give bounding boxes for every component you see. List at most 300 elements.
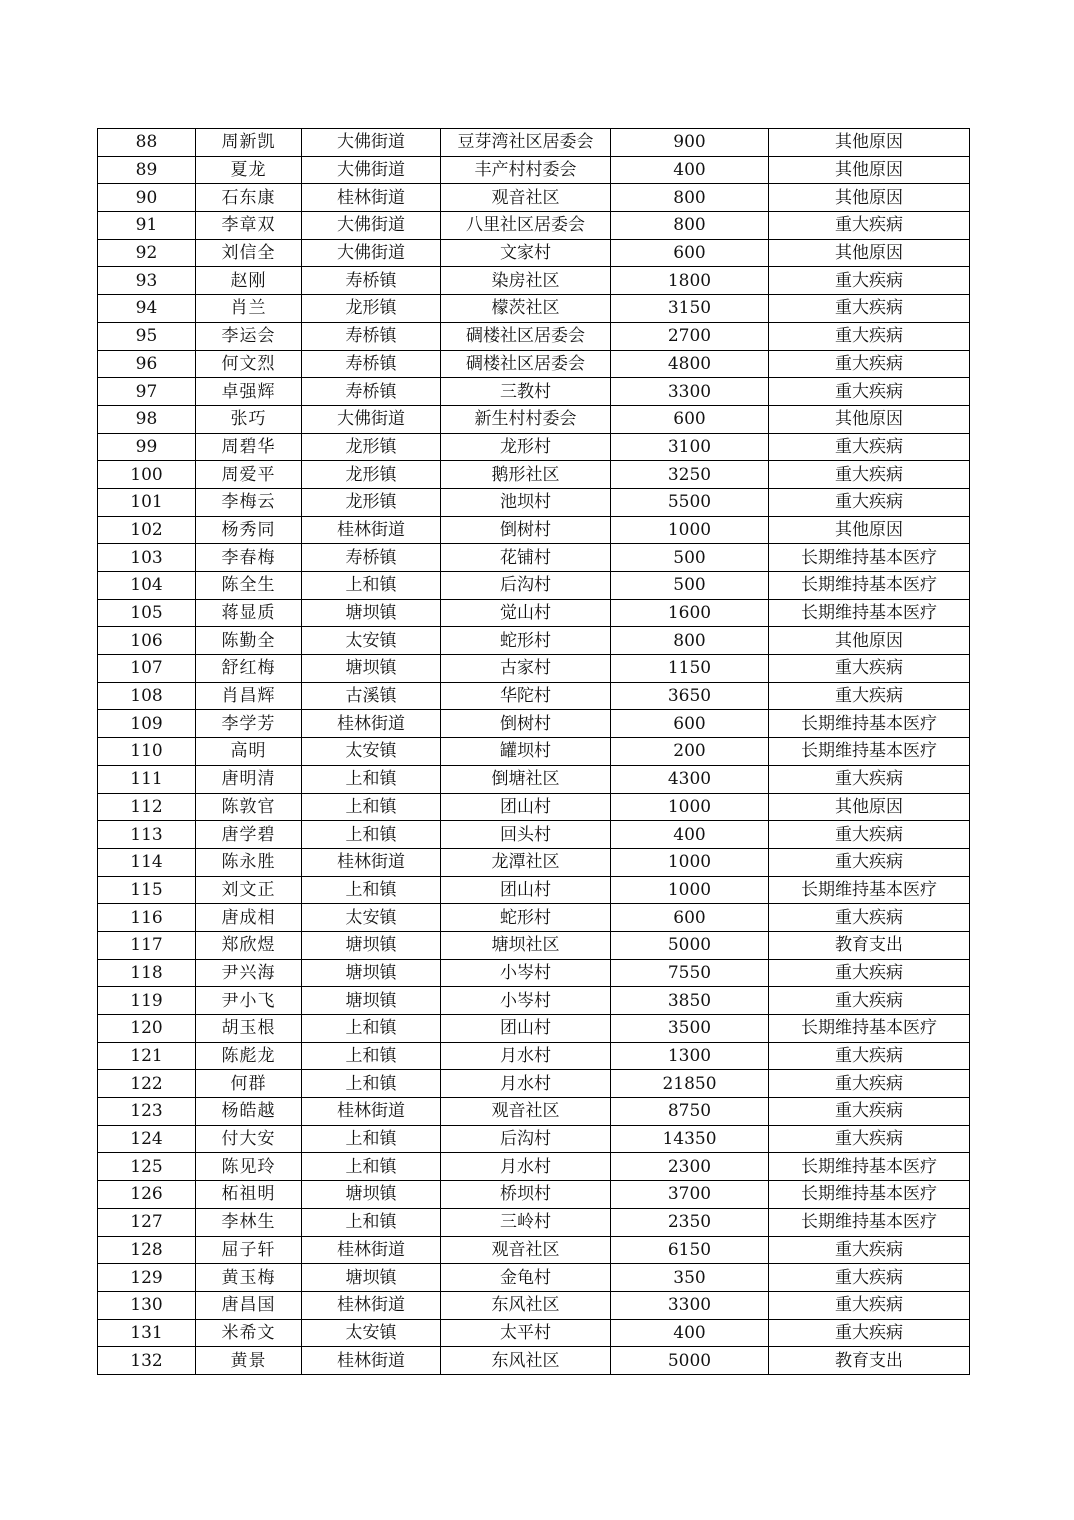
table-row bbox=[98, 876, 970, 904]
cell-reason: 重大疾病 bbox=[769, 488, 970, 516]
cell-no: 125 bbox=[98, 1153, 196, 1181]
cell-reason: 其他原因 bbox=[769, 129, 970, 157]
cell-amount: 3700 bbox=[611, 1181, 769, 1209]
cell-community: 倒树村 bbox=[441, 710, 611, 738]
cell-street: 龙形镇 bbox=[302, 488, 441, 516]
cell-reason: 长期维持基本医疗 bbox=[769, 710, 970, 738]
cell-street: 古溪镇 bbox=[302, 682, 441, 710]
cell-street: 寿桥镇 bbox=[302, 378, 441, 406]
cell-name: 周新凯 bbox=[196, 129, 302, 157]
cell-amount: 1000 bbox=[611, 848, 769, 876]
table-row bbox=[98, 987, 970, 1015]
cell-name: 陈勤全 bbox=[196, 627, 302, 655]
cell-community: 八里社区居委会 bbox=[441, 212, 611, 240]
cell-no: 109 bbox=[98, 710, 196, 738]
cell-name: 郑欣煜 bbox=[196, 931, 302, 959]
cell-name: 陈见玲 bbox=[196, 1153, 302, 1181]
assistance-table bbox=[97, 128, 970, 1375]
table-row bbox=[98, 239, 970, 267]
table-row bbox=[98, 738, 970, 766]
cell-community: 龙形村 bbox=[441, 433, 611, 461]
cell-name: 黄景 bbox=[196, 1347, 302, 1375]
cell-street: 寿桥镇 bbox=[302, 544, 441, 572]
table-row bbox=[98, 156, 970, 184]
cell-street: 上和镇 bbox=[302, 1042, 441, 1070]
cell-reason: 重大疾病 bbox=[769, 1070, 970, 1098]
table-row bbox=[98, 655, 970, 683]
table-row bbox=[98, 267, 970, 295]
cell-reason: 长期维持基本医疗 bbox=[769, 1015, 970, 1043]
cell-street: 塘坝镇 bbox=[302, 655, 441, 683]
cell-no: 115 bbox=[98, 876, 196, 904]
cell-street: 桂林街道 bbox=[302, 848, 441, 876]
cell-reason: 重大疾病 bbox=[769, 765, 970, 793]
cell-name: 尹小飞 bbox=[196, 987, 302, 1015]
cell-name: 夏龙 bbox=[196, 156, 302, 184]
cell-no: 99 bbox=[98, 433, 196, 461]
cell-reason: 其他原因 bbox=[769, 156, 970, 184]
cell-reason: 重大疾病 bbox=[769, 322, 970, 350]
cell-name: 陈全生 bbox=[196, 572, 302, 600]
cell-street: 寿桥镇 bbox=[302, 350, 441, 378]
cell-no: 96 bbox=[98, 350, 196, 378]
cell-name: 陈永胜 bbox=[196, 848, 302, 876]
cell-community: 月水村 bbox=[441, 1042, 611, 1070]
cell-community: 花铺村 bbox=[441, 544, 611, 572]
cell-street: 塘坝镇 bbox=[302, 1181, 441, 1209]
cell-community: 桥坝村 bbox=[441, 1181, 611, 1209]
cell-name: 石东康 bbox=[196, 184, 302, 212]
cell-amount: 5000 bbox=[611, 1347, 769, 1375]
cell-street: 大佛街道 bbox=[302, 405, 441, 433]
cell-no: 110 bbox=[98, 738, 196, 766]
table-row bbox=[98, 599, 970, 627]
table-row bbox=[98, 627, 970, 655]
cell-name: 陈彪龙 bbox=[196, 1042, 302, 1070]
cell-street: 桂林街道 bbox=[302, 184, 441, 212]
table-row bbox=[98, 931, 970, 959]
cell-no: 88 bbox=[98, 129, 196, 157]
cell-no: 118 bbox=[98, 959, 196, 987]
cell-street: 上和镇 bbox=[302, 821, 441, 849]
cell-no: 107 bbox=[98, 655, 196, 683]
cell-amount: 1150 bbox=[611, 655, 769, 683]
cell-no: 116 bbox=[98, 904, 196, 932]
cell-street: 塘坝镇 bbox=[302, 599, 441, 627]
cell-community: 华陀村 bbox=[441, 682, 611, 710]
cell-street: 上和镇 bbox=[302, 1208, 441, 1236]
cell-name: 李林生 bbox=[196, 1208, 302, 1236]
cell-reason: 重大疾病 bbox=[769, 987, 970, 1015]
cell-street: 桂林街道 bbox=[302, 1347, 441, 1375]
cell-name: 柘祖明 bbox=[196, 1181, 302, 1209]
cell-no: 119 bbox=[98, 987, 196, 1015]
table-row bbox=[98, 212, 970, 240]
cell-name: 屈子轩 bbox=[196, 1236, 302, 1264]
cell-amount: 3250 bbox=[611, 461, 769, 489]
cell-no: 114 bbox=[98, 848, 196, 876]
cell-street: 太安镇 bbox=[302, 1319, 441, 1347]
table-row bbox=[98, 572, 970, 600]
cell-street: 塘坝镇 bbox=[302, 931, 441, 959]
cell-street: 上和镇 bbox=[302, 765, 441, 793]
cell-name: 卓强辉 bbox=[196, 378, 302, 406]
cell-amount: 3500 bbox=[611, 1015, 769, 1043]
cell-amount: 400 bbox=[611, 821, 769, 849]
cell-no: 100 bbox=[98, 461, 196, 489]
table-row bbox=[98, 821, 970, 849]
cell-reason: 其他原因 bbox=[769, 516, 970, 544]
cell-reason: 其他原因 bbox=[769, 405, 970, 433]
cell-reason: 重大疾病 bbox=[769, 461, 970, 489]
cell-no: 108 bbox=[98, 682, 196, 710]
cell-street: 太安镇 bbox=[302, 738, 441, 766]
cell-amount: 800 bbox=[611, 184, 769, 212]
cell-street: 龙形镇 bbox=[302, 295, 441, 323]
cell-name: 舒红梅 bbox=[196, 655, 302, 683]
cell-name: 赵刚 bbox=[196, 267, 302, 295]
cell-community: 后沟村 bbox=[441, 1125, 611, 1153]
cell-reason: 长期维持基本医疗 bbox=[769, 738, 970, 766]
cell-amount: 600 bbox=[611, 239, 769, 267]
table-body bbox=[98, 129, 970, 1375]
table-row bbox=[98, 710, 970, 738]
cell-community: 月水村 bbox=[441, 1153, 611, 1181]
cell-street: 龙形镇 bbox=[302, 433, 441, 461]
cell-community: 东风社区 bbox=[441, 1347, 611, 1375]
cell-name: 高明 bbox=[196, 738, 302, 766]
cell-name: 陈敦官 bbox=[196, 793, 302, 821]
cell-community: 小岑村 bbox=[441, 959, 611, 987]
cell-community: 月水村 bbox=[441, 1070, 611, 1098]
cell-reason: 教育支出 bbox=[769, 931, 970, 959]
cell-reason: 重大疾病 bbox=[769, 1291, 970, 1319]
cell-no: 132 bbox=[98, 1347, 196, 1375]
cell-community: 团山村 bbox=[441, 793, 611, 821]
cell-amount: 8750 bbox=[611, 1098, 769, 1126]
cell-no: 122 bbox=[98, 1070, 196, 1098]
cell-name: 唐昌国 bbox=[196, 1291, 302, 1319]
cell-name: 肖兰 bbox=[196, 295, 302, 323]
cell-reason: 长期维持基本医疗 bbox=[769, 572, 970, 600]
cell-community: 新生村村委会 bbox=[441, 405, 611, 433]
cell-amount: 3100 bbox=[611, 433, 769, 461]
cell-no: 98 bbox=[98, 405, 196, 433]
cell-community: 三教村 bbox=[441, 378, 611, 406]
cell-reason: 长期维持基本医疗 bbox=[769, 876, 970, 904]
cell-community: 文家村 bbox=[441, 239, 611, 267]
cell-name: 李章双 bbox=[196, 212, 302, 240]
cell-community: 古家村 bbox=[441, 655, 611, 683]
cell-amount: 2700 bbox=[611, 322, 769, 350]
cell-community: 碉楼社区居委会 bbox=[441, 322, 611, 350]
cell-street: 上和镇 bbox=[302, 1015, 441, 1043]
cell-street: 上和镇 bbox=[302, 876, 441, 904]
cell-street: 寿桥镇 bbox=[302, 267, 441, 295]
cell-community: 豆芽湾社区居委会 bbox=[441, 129, 611, 157]
cell-street: 上和镇 bbox=[302, 1070, 441, 1098]
cell-name: 尹兴海 bbox=[196, 959, 302, 987]
cell-amount: 350 bbox=[611, 1264, 769, 1292]
table-row bbox=[98, 1153, 970, 1181]
cell-name: 付大安 bbox=[196, 1125, 302, 1153]
cell-community: 倒塘社区 bbox=[441, 765, 611, 793]
cell-name: 刘信全 bbox=[196, 239, 302, 267]
cell-no: 92 bbox=[98, 239, 196, 267]
cell-street: 太安镇 bbox=[302, 904, 441, 932]
cell-no: 91 bbox=[98, 212, 196, 240]
cell-no: 120 bbox=[98, 1015, 196, 1043]
cell-name: 周爱平 bbox=[196, 461, 302, 489]
cell-amount: 500 bbox=[611, 544, 769, 572]
table-row bbox=[98, 1236, 970, 1264]
cell-name: 肖昌辉 bbox=[196, 682, 302, 710]
cell-amount: 800 bbox=[611, 212, 769, 240]
table-row bbox=[98, 765, 970, 793]
cell-no: 94 bbox=[98, 295, 196, 323]
cell-community: 蛇形村 bbox=[441, 627, 611, 655]
cell-reason: 其他原因 bbox=[769, 239, 970, 267]
table-row bbox=[98, 516, 970, 544]
table-row bbox=[98, 1098, 970, 1126]
cell-no: 129 bbox=[98, 1264, 196, 1292]
cell-amount: 1300 bbox=[611, 1042, 769, 1070]
cell-street: 桂林街道 bbox=[302, 1291, 441, 1319]
cell-reason: 重大疾病 bbox=[769, 848, 970, 876]
cell-amount: 1800 bbox=[611, 267, 769, 295]
cell-community: 檬茨社区 bbox=[441, 295, 611, 323]
cell-amount: 2300 bbox=[611, 1153, 769, 1181]
cell-no: 104 bbox=[98, 572, 196, 600]
cell-community: 鹅形社区 bbox=[441, 461, 611, 489]
cell-street: 大佛街道 bbox=[302, 239, 441, 267]
cell-community: 碉楼社区居委会 bbox=[441, 350, 611, 378]
cell-name: 李运会 bbox=[196, 322, 302, 350]
cell-no: 131 bbox=[98, 1319, 196, 1347]
cell-name: 周碧华 bbox=[196, 433, 302, 461]
cell-street: 桂林街道 bbox=[302, 516, 441, 544]
cell-amount: 21850 bbox=[611, 1070, 769, 1098]
table-row bbox=[98, 904, 970, 932]
cell-street: 上和镇 bbox=[302, 793, 441, 821]
cell-reason: 长期维持基本医疗 bbox=[769, 544, 970, 572]
cell-community: 染房社区 bbox=[441, 267, 611, 295]
cell-community: 罐坝村 bbox=[441, 738, 611, 766]
cell-amount: 600 bbox=[611, 710, 769, 738]
cell-reason: 长期维持基本医疗 bbox=[769, 1208, 970, 1236]
cell-street: 塘坝镇 bbox=[302, 959, 441, 987]
cell-no: 102 bbox=[98, 516, 196, 544]
cell-amount: 1000 bbox=[611, 516, 769, 544]
cell-name: 何群 bbox=[196, 1070, 302, 1098]
cell-amount: 5500 bbox=[611, 488, 769, 516]
cell-community: 太平村 bbox=[441, 1319, 611, 1347]
cell-no: 126 bbox=[98, 1181, 196, 1209]
cell-street: 大佛街道 bbox=[302, 156, 441, 184]
cell-amount: 5000 bbox=[611, 931, 769, 959]
cell-amount: 1000 bbox=[611, 876, 769, 904]
cell-reason: 重大疾病 bbox=[769, 1319, 970, 1347]
table-row bbox=[98, 848, 970, 876]
table-row bbox=[98, 1070, 970, 1098]
cell-reason: 重大疾病 bbox=[769, 655, 970, 683]
cell-community: 回头村 bbox=[441, 821, 611, 849]
table-row bbox=[98, 322, 970, 350]
cell-reason: 重大疾病 bbox=[769, 1042, 970, 1070]
cell-no: 95 bbox=[98, 322, 196, 350]
cell-amount: 600 bbox=[611, 904, 769, 932]
cell-reason: 其他原因 bbox=[769, 793, 970, 821]
cell-no: 112 bbox=[98, 793, 196, 821]
cell-amount: 2350 bbox=[611, 1208, 769, 1236]
cell-no: 103 bbox=[98, 544, 196, 572]
cell-no: 121 bbox=[98, 1042, 196, 1070]
cell-reason: 重大疾病 bbox=[769, 433, 970, 461]
cell-street: 寿桥镇 bbox=[302, 322, 441, 350]
cell-no: 90 bbox=[98, 184, 196, 212]
cell-reason: 重大疾病 bbox=[769, 267, 970, 295]
table-row bbox=[98, 461, 970, 489]
table-row bbox=[98, 1042, 970, 1070]
cell-community: 三岭村 bbox=[441, 1208, 611, 1236]
cell-community: 觉山村 bbox=[441, 599, 611, 627]
cell-community: 金龟村 bbox=[441, 1264, 611, 1292]
table-row bbox=[98, 1291, 970, 1319]
cell-amount: 4800 bbox=[611, 350, 769, 378]
cell-community: 丰产村村委会 bbox=[441, 156, 611, 184]
cell-amount: 7550 bbox=[611, 959, 769, 987]
cell-name: 胡玉根 bbox=[196, 1015, 302, 1043]
cell-street: 龙形镇 bbox=[302, 461, 441, 489]
cell-no: 117 bbox=[98, 931, 196, 959]
cell-community: 小岑村 bbox=[441, 987, 611, 1015]
cell-street: 塘坝镇 bbox=[302, 1264, 441, 1292]
cell-name: 李春梅 bbox=[196, 544, 302, 572]
table-row bbox=[98, 1208, 970, 1236]
cell-name: 李学芳 bbox=[196, 710, 302, 738]
cell-amount: 200 bbox=[611, 738, 769, 766]
cell-community: 观音社区 bbox=[441, 1236, 611, 1264]
cell-reason: 重大疾病 bbox=[769, 959, 970, 987]
cell-reason: 其他原因 bbox=[769, 627, 970, 655]
cell-street: 桂林街道 bbox=[302, 1236, 441, 1264]
cell-reason: 重大疾病 bbox=[769, 1264, 970, 1292]
cell-reason: 重大疾病 bbox=[769, 350, 970, 378]
cell-no: 123 bbox=[98, 1098, 196, 1126]
cell-no: 111 bbox=[98, 765, 196, 793]
cell-name: 唐学碧 bbox=[196, 821, 302, 849]
cell-name: 何文烈 bbox=[196, 350, 302, 378]
cell-community: 倒树村 bbox=[441, 516, 611, 544]
table-row bbox=[98, 1125, 970, 1153]
cell-name: 张巧 bbox=[196, 405, 302, 433]
cell-community: 东风社区 bbox=[441, 1291, 611, 1319]
cell-name: 杨皓越 bbox=[196, 1098, 302, 1126]
cell-street: 桂林街道 bbox=[302, 710, 441, 738]
cell-name: 杨秀同 bbox=[196, 516, 302, 544]
table-row bbox=[98, 1264, 970, 1292]
cell-amount: 6150 bbox=[611, 1236, 769, 1264]
cell-amount: 500 bbox=[611, 572, 769, 600]
table-row bbox=[98, 1347, 970, 1375]
cell-no: 97 bbox=[98, 378, 196, 406]
cell-reason: 教育支出 bbox=[769, 1347, 970, 1375]
cell-amount: 400 bbox=[611, 156, 769, 184]
cell-community: 观音社区 bbox=[441, 184, 611, 212]
cell-no: 130 bbox=[98, 1291, 196, 1319]
table-row bbox=[98, 405, 970, 433]
cell-name: 唐成相 bbox=[196, 904, 302, 932]
table-row bbox=[98, 1181, 970, 1209]
cell-amount: 3300 bbox=[611, 1291, 769, 1319]
cell-name: 蒋显质 bbox=[196, 599, 302, 627]
table-row bbox=[98, 793, 970, 821]
cell-community: 后沟村 bbox=[441, 572, 611, 600]
table-row bbox=[98, 959, 970, 987]
cell-street: 上和镇 bbox=[302, 1125, 441, 1153]
cell-amount: 14350 bbox=[611, 1125, 769, 1153]
cell-name: 唐明清 bbox=[196, 765, 302, 793]
cell-community: 蛇形村 bbox=[441, 904, 611, 932]
cell-no: 106 bbox=[98, 627, 196, 655]
cell-no: 127 bbox=[98, 1208, 196, 1236]
cell-street: 上和镇 bbox=[302, 572, 441, 600]
table-row bbox=[98, 1015, 970, 1043]
cell-reason: 重大疾病 bbox=[769, 821, 970, 849]
cell-amount: 800 bbox=[611, 627, 769, 655]
table-row bbox=[98, 378, 970, 406]
cell-name: 刘文正 bbox=[196, 876, 302, 904]
table-row bbox=[98, 129, 970, 157]
cell-amount: 900 bbox=[611, 129, 769, 157]
cell-amount: 600 bbox=[611, 405, 769, 433]
cell-reason: 重大疾病 bbox=[769, 212, 970, 240]
table-row bbox=[98, 184, 970, 212]
cell-amount: 3150 bbox=[611, 295, 769, 323]
cell-amount: 3300 bbox=[611, 378, 769, 406]
cell-amount: 3650 bbox=[611, 682, 769, 710]
cell-name: 李梅云 bbox=[196, 488, 302, 516]
cell-community: 池坝村 bbox=[441, 488, 611, 516]
cell-reason: 重大疾病 bbox=[769, 1236, 970, 1264]
cell-name: 米希文 bbox=[196, 1319, 302, 1347]
cell-street: 太安镇 bbox=[302, 627, 441, 655]
cell-no: 93 bbox=[98, 267, 196, 295]
cell-reason: 长期维持基本医疗 bbox=[769, 599, 970, 627]
cell-reason: 重大疾病 bbox=[769, 904, 970, 932]
cell-community: 团山村 bbox=[441, 876, 611, 904]
cell-street: 大佛街道 bbox=[302, 129, 441, 157]
cell-community: 塘坝社区 bbox=[441, 931, 611, 959]
cell-street: 桂林街道 bbox=[302, 1098, 441, 1126]
cell-no: 89 bbox=[98, 156, 196, 184]
cell-amount: 1600 bbox=[611, 599, 769, 627]
cell-no: 105 bbox=[98, 599, 196, 627]
cell-amount: 1000 bbox=[611, 793, 769, 821]
cell-amount: 400 bbox=[611, 1319, 769, 1347]
cell-community: 观音社区 bbox=[441, 1098, 611, 1126]
cell-reason: 重大疾病 bbox=[769, 1125, 970, 1153]
cell-street: 上和镇 bbox=[302, 1153, 441, 1181]
cell-no: 113 bbox=[98, 821, 196, 849]
cell-amount: 3850 bbox=[611, 987, 769, 1015]
cell-reason: 重大疾病 bbox=[769, 378, 970, 406]
table-row bbox=[98, 433, 970, 461]
cell-street: 大佛街道 bbox=[302, 212, 441, 240]
table-row bbox=[98, 350, 970, 378]
cell-reason: 长期维持基本医疗 bbox=[769, 1153, 970, 1181]
table-row bbox=[98, 488, 970, 516]
